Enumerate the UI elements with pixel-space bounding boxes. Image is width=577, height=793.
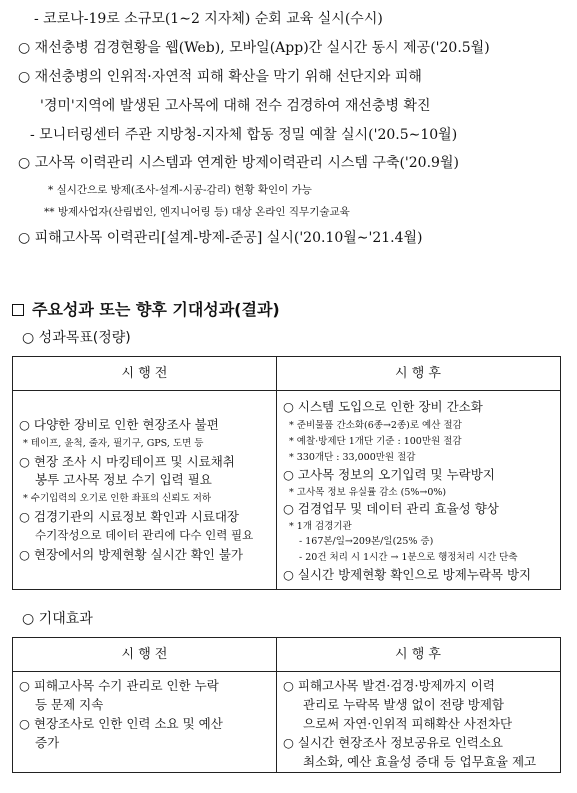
table-header-before: 시 행 전	[13, 357, 276, 391]
cell-line: ○ 다양한 장비로 인한 현장조사 불편	[19, 417, 219, 432]
table-performance	[12, 356, 561, 590]
cell-line: ○ 시스템 도입으로 인한 장비 간소화	[283, 399, 483, 414]
text-line: - 모니터링센터 주관 지방청-지자체 합동 정밀 예찰 실시('20.5∼10월)	[30, 127, 458, 143]
table-header-after: 시 행 후	[276, 357, 560, 391]
table-header-before: 시 행 전	[13, 638, 276, 672]
cell-line: ○ 검경기관의 시료정보 확인과 시료대장	[19, 509, 240, 524]
cell-line: ○ 현장조사로 인한 인력 소요 및 예산	[19, 716, 223, 731]
cell-line: ○ 현장 조사 시 마킹테이프 및 시료채취	[19, 454, 235, 469]
cell-line: 관리로 누락목 발생 없이 전량 방제함	[303, 697, 504, 712]
footnote: ** 방제사업자(산림법인, 엔지니어링 등) 대상 온라인 직무기술교육	[44, 206, 350, 218]
cell-line: ○ 현장에서의 방제현황 실시간 확인 불가	[19, 547, 243, 562]
cell-note: * 준비물품 간소화(6종→2종)로 예산 절감	[289, 420, 462, 431]
cell-line: ○ 실시간 방제현황 확인으로 방제누락목 방지	[283, 567, 532, 582]
subheading-quantitative: ○ 성과목표(정량)	[22, 330, 131, 346]
cell-line: 으로써 자연·인위적 피해확산 사전차단	[303, 716, 513, 731]
subheading-expected-effects: ○ 기대효과	[22, 611, 93, 627]
cell-line: ○ 검경업무 및 데이터 관리 효율성 향상	[283, 501, 499, 516]
cell-note: * 330개단 : 33,000만원 절감	[289, 452, 416, 463]
text-line: ○ 재선충병 검경현황을 웹(Web), 모바일(App)간 실시간 동시 제공('20.5월)	[18, 40, 490, 56]
cell-line: ○ 피해고사목 수기 관리로 인한 누락	[19, 678, 219, 693]
section-heading	[12, 301, 280, 319]
cell-note: * 고사목 정보 유실률 감소 (5%→0%)	[289, 487, 447, 498]
text-line: ○ 피해고사목 이력관리[설계-방제-준공] 실시('20.10월∼'21.4월)	[18, 230, 423, 246]
cell-note: * 예찰·방제단 1개단 기준 : 100만원 절감	[289, 436, 462, 447]
text-line: ○ 재선충병의 인위적·자연적 피해 확산을 막기 위해 선단지와 피해	[18, 69, 422, 85]
cell-note: - 167본/일→209본/일(25% 증)	[299, 536, 434, 547]
square-bullet-icon	[12, 304, 24, 316]
cell-line: 증가	[35, 735, 60, 750]
cell-line: 등 문제 지속	[35, 697, 104, 712]
cell-note: - 20건 처리 시 1시간 → 1분으로 행정처리 시간 단축	[299, 552, 518, 563]
cell-line: 수기작성으로 데이터 관리에 다수 인력 필요	[35, 528, 254, 542]
cell-line: ○ 고사목 정보의 오기입력 및 누락방지	[283, 467, 495, 482]
text-line: '경미'지역에 발생된 고사목에 대해 전수 검경하여 재선충병 확진	[40, 98, 431, 114]
cell-line: 최소화, 예산 효율성 증대 등 업무효율 제고	[303, 754, 537, 769]
text-line: - 코로나-19로 소규모(1∼2 지자체) 순회 교육 실시(수시)	[34, 11, 383, 27]
cell-note: * 1개 검경기관	[289, 521, 352, 532]
section-title: 주요성과 또는 향후 기대성과(결과)	[32, 300, 280, 319]
cell-line: 봉투 고사목 정보 수기 입력 필요	[35, 472, 212, 487]
table-header-after: 시 행 후	[276, 638, 560, 672]
text-line: ○ 고사목 이력관리 시스템과 연계한 방제이력관리 시스템 구축('20.9월)	[18, 155, 459, 171]
table-expected-effects	[12, 637, 561, 773]
cell-note: * 수기입력의 오기로 인한 좌표의 신뢰도 저하	[23, 493, 212, 504]
footnote: * 실시간으로 방제(조사-설계-시공-감리) 현황 확인이 가능	[48, 184, 312, 196]
cell-line: ○ 실시간 현장조사 정보공유로 인력소요	[283, 735, 504, 750]
cell-line: ○ 피해고사목 발견·검경·방제까지 이력	[283, 678, 495, 693]
cell-note: * 테이프, 윤척, 줄자, 필기구, GPS, 도면 등	[23, 438, 204, 449]
